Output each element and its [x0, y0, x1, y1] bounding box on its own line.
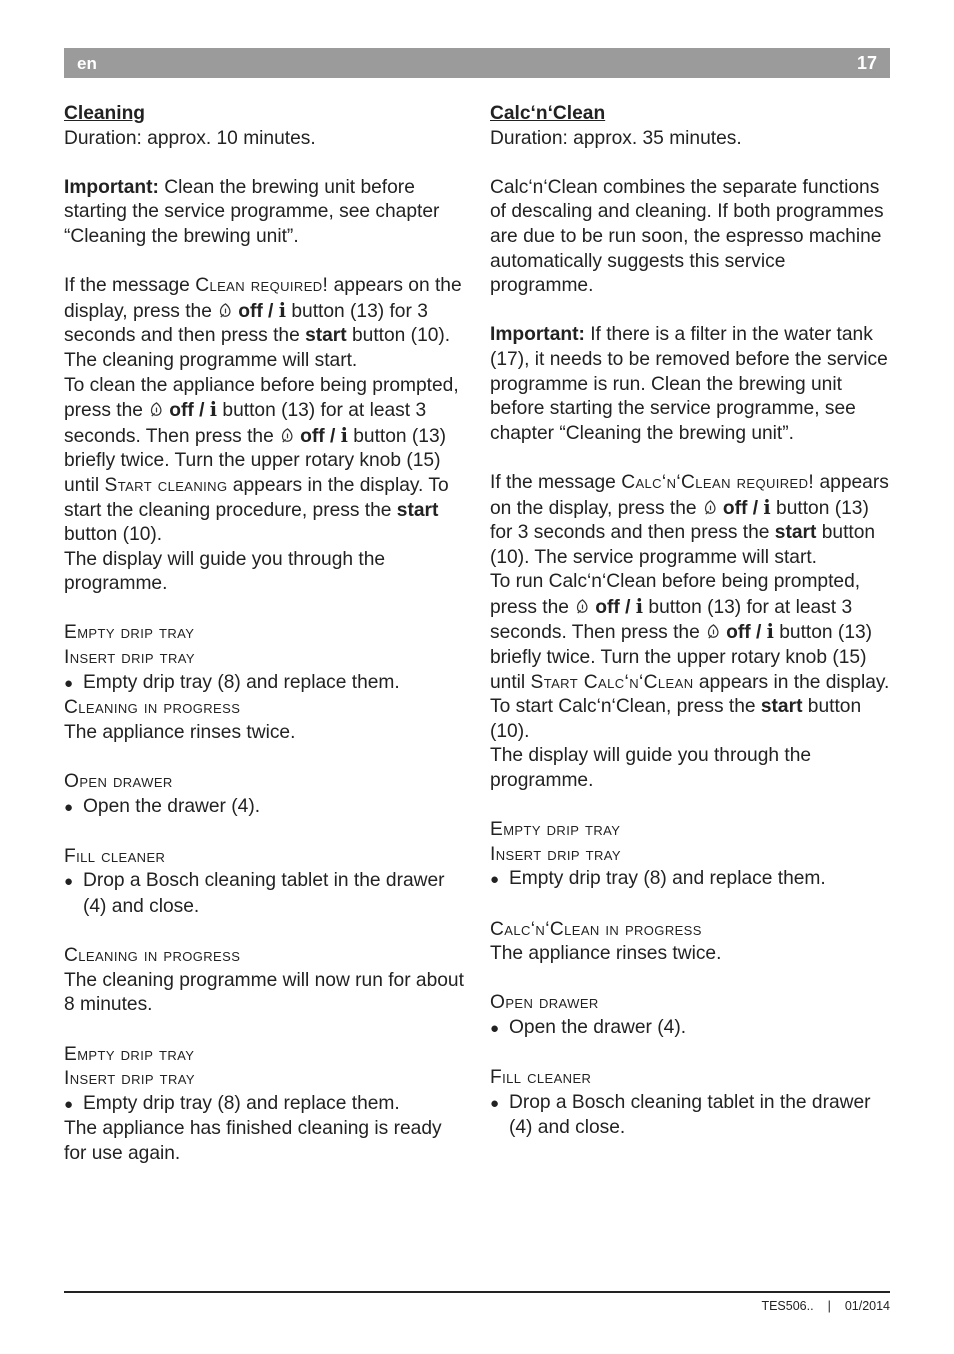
display-message: Empty drip tray: [64, 622, 195, 644]
important-label: Important:: [64, 176, 159, 198]
instructions-paragraph: If the message Clean required! appears on the display, press the off / i button (13) for 3 seconds and then press the start button (10).: [64, 275, 462, 347]
list-item: ● Empty drip tray (8) and replace them.: [64, 1092, 464, 1118]
duration-text: Duration: approx. 10 minutes.: [64, 127, 316, 149]
display-message: Insert drip tray: [64, 1068, 195, 1090]
list-item: ● Open the drawer (4).: [490, 1016, 890, 1042]
display-message: Cleaning in progress: [64, 697, 241, 719]
display-message: Clean required!: [195, 275, 329, 297]
duration-text: Duration: approx. 35 minutes.: [490, 127, 742, 149]
info-symbol: i: [278, 298, 287, 322]
list-item: ● Empty drip tray (8) and replace them.: [490, 867, 890, 893]
section-title-calc-n-clean: Calc‘n‘Clean: [490, 103, 606, 124]
page-number: 17: [856, 53, 877, 73]
important-note: Important: Clean the brewing unit before starting the service programme, see chapter “Cleaning the brewing unit”.: [64, 176, 440, 247]
instructions-paragraph: To clean the appliance before being prompted, press the off / i button (13) for at least 3 seconds. Then press the off / i button (13) briefly twice. Turn the upper rotary knob (15) until Start cleaning appears in the display. To start the cleaning procedure, press the start button (10).: [64, 374, 459, 546]
leaf-power-icon: [148, 401, 165, 418]
intro-paragraph: Calc‘n‘Clean combines the separate functions of descaling and cleaning. If both programmes are due to be run soon, the espresso machine automatically suggests this service programme.: [490, 176, 884, 297]
leaf-power-icon: [705, 623, 722, 640]
display-message: Insert drip tray: [64, 647, 195, 669]
display-message: Calc‘n‘Clean in progress: [490, 918, 702, 940]
model-number: TES506..: [761, 1299, 814, 1313]
display-message: Fill cleaner: [490, 1067, 592, 1089]
list-item: ● Open the drawer (4).: [64, 795, 464, 821]
display-message: Empty drip tray: [490, 819, 621, 841]
display-message: Fill cleaner: [64, 845, 166, 867]
instructions-paragraph: To run Calc‘n‘Clean before being prompted, press the off / i button (13) for at least 3 seconds. Then press the off / i button (13) briefly twice. Turn the upper rotary knob (15) until Start Calc‘n‘Clean appears in the display. To start Calc‘n‘Clean, press the start button (10).: [490, 571, 890, 742]
list-item: ● Drop a Bosch cleaning tablet in the drawer (4) and close.: [490, 1091, 890, 1141]
leaf-power-icon: [279, 427, 296, 444]
display-message: Start Calc‘n‘Clean: [530, 671, 694, 693]
language-code: en: [77, 54, 97, 73]
list-item: ● Drop a Bosch cleaning tablet in the drawer (4) and close.: [64, 869, 464, 919]
instructions-paragraph: If the message Calc‘n‘Clean required! appears on the display, press the off / i button (13) for 3 seconds and then press the start button (10). The service programme will start.: [490, 471, 889, 568]
calc-n-clean-column: Calc‘n‘Clean Duration: approx. 35 minutes. Calc‘n‘Clean combines the separate functions of descaling and cleaning. If both programmes are due to be run soon, the espresso machine automatically suggests this service programme. Important: If there is a filter in the water tank (17), it needs to be removed before the service programme is run. Clean the brewing unit before starting the service programme, see chapter “Cleaning the brewing unit”. If the message Calc‘n‘Clean required! appears on the display, press the off / i button (13) for 3 seconds and then press the start button (10). The service programme will start. To run Calc‘n‘Clean before being prompted, press the off / i button (13) for at least 3 seconds. Then press the off / i button (13) briefly twice. Turn the upper rotary knob (15) until Start Calc‘n‘Clean appears in the display. To start Calc‘n‘Clean, press the start button (10). The display will guide you through the programme. Empty drip tray Insert drip tray ● Empty drip tray (8) and replace them. Calc‘n‘Clean in progress The appliance rinses twice. Open drawer ● Open the drawer (4). Fill cleaner ● Drop a Bosch cleaning tablet in the drawer (4) and close.: [490, 102, 890, 1141]
section-title-cleaning: Cleaning: [64, 103, 146, 124]
leaf-power-icon: [574, 598, 591, 615]
leaf-power-icon: [702, 499, 719, 516]
display-message: Calc‘n‘Clean required!: [621, 471, 815, 493]
display-message: Open drawer: [64, 771, 173, 793]
list-item: ● Empty drip tray (8) and replace them.: [64, 671, 464, 697]
page-footer: TES506.. | 01/2014: [761, 1299, 890, 1313]
publication-date: 01/2014: [844, 1299, 890, 1313]
leaf-power-icon: [217, 302, 234, 319]
display-message: Start cleaning: [104, 474, 228, 496]
page-header-bar: [64, 48, 890, 78]
cleaning-column: Cleaning Duration: approx. 10 minutes. Important: Clean the brewing unit before starting the service programme, see chapter “Cleaning the brewing unit”. If the message Clean required! appears on the display, press the off / i button (13) for 3 seconds and then press the start button (10). The cleaning programme will start. To clean the appliance before being prompted, press the off / i button (13) for at least 3 seconds. Then press the off / i button (13) briefly twice. Turn the upper rotary knob (15) until Start cleaning appears in the display. To start the cleaning procedure, press the start button (10). The display will guide you through the programme. Empty drip tray Insert drip tray ● Empty drip tray (8) and replace them. Cleaning in progress The appliance rinses twice. Open drawer ● Open the drawer (4). Fill cleaner ● Drop a Bosch cleaning tablet in the drawer (4) and close. Cleaning in progress The cleaning programme will now run for about 8 minutes. Empty drip tray Insert drip tray ● Empty drip tray (8) and replace them. The appliance has finished cleaning is ready for use again.: [64, 102, 464, 1167]
display-message: Open drawer: [490, 992, 599, 1014]
display-message: Insert drip tray: [490, 843, 621, 865]
important-label: Important:: [490, 324, 585, 346]
important-note: Important: If there is a filter in the water tank (17), it needs to be removed before the service programme is run. Clean the brewing unit before starting the service programme, see chapter “Cleaning the brewing unit”.: [490, 324, 888, 444]
display-message: Cleaning in progress: [64, 945, 241, 967]
display-message: Empty drip tray: [64, 1043, 195, 1065]
footer-rule: [64, 1291, 890, 1293]
